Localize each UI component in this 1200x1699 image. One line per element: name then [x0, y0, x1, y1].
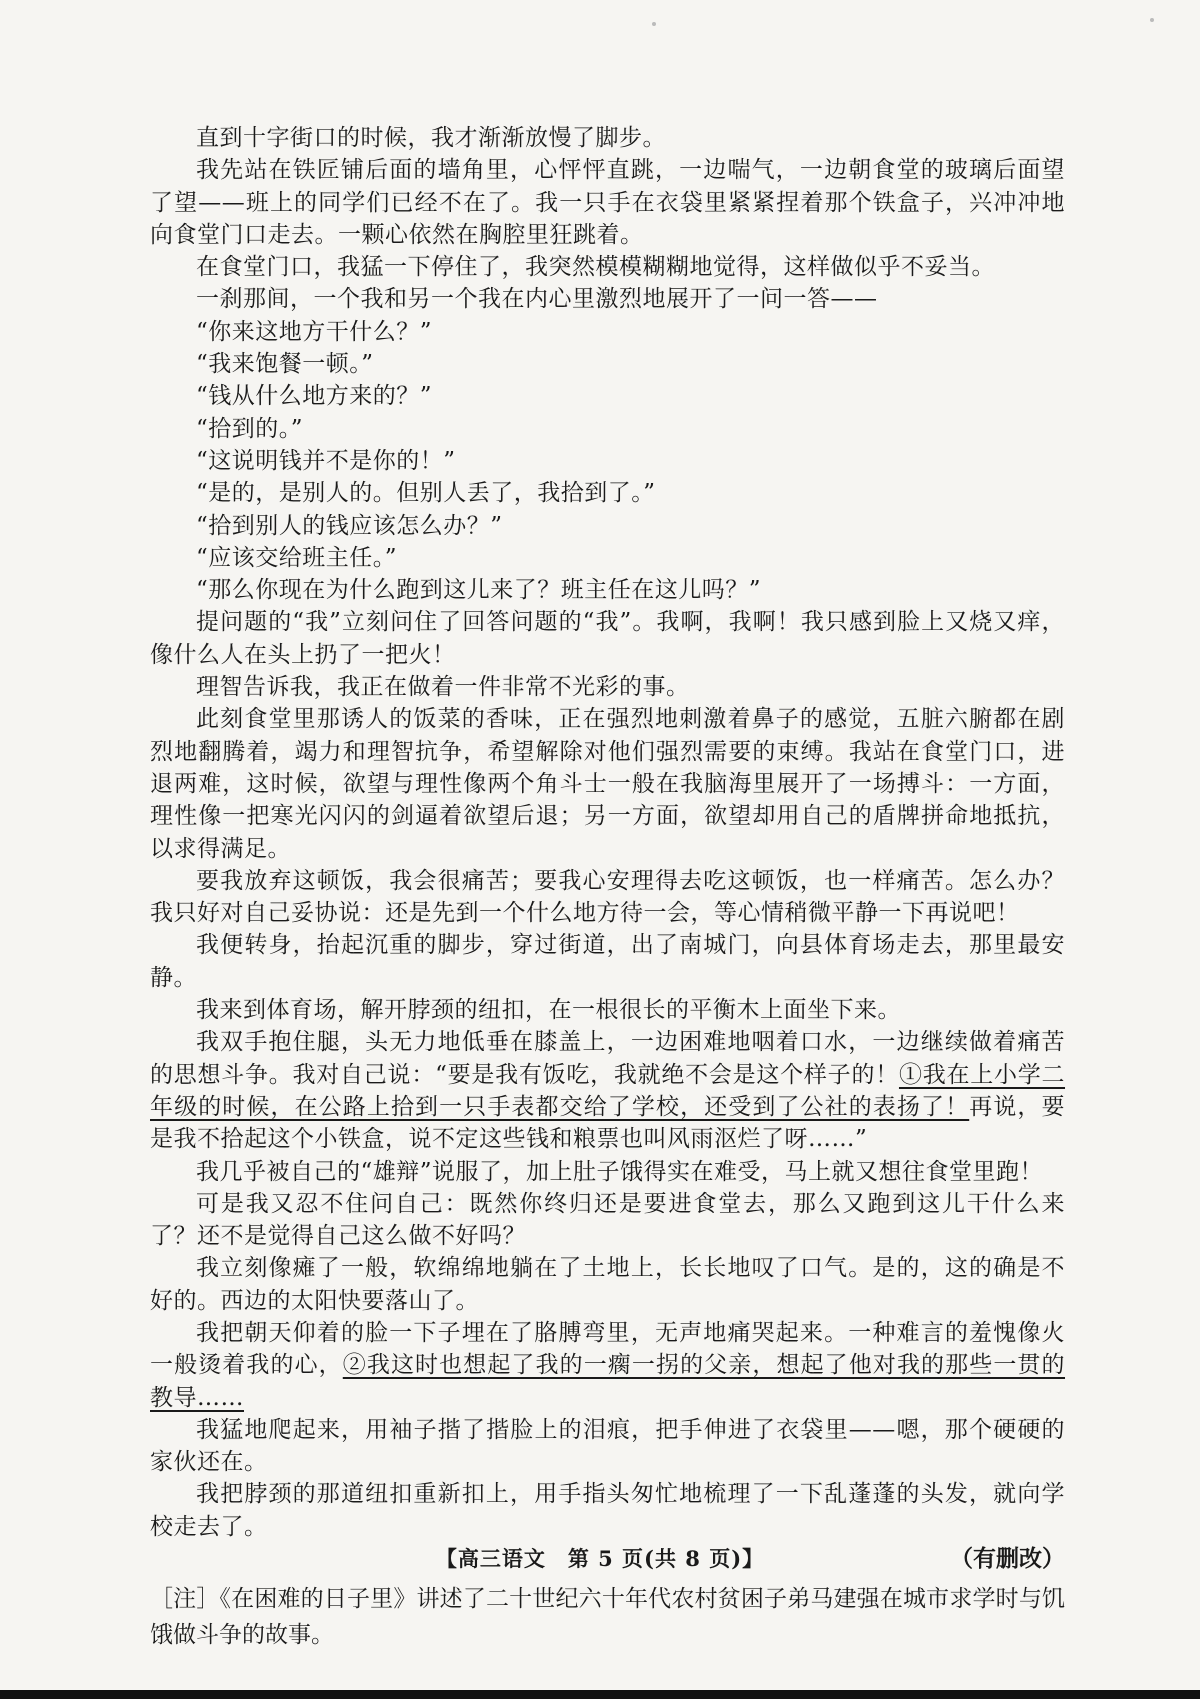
dialogue-line: “我来饱餐一顿。” — [196, 351, 374, 378]
paragraph: 我来到体育场，解开脖颈的纽扣，在一根很长的平衡木上面坐下来。 — [196, 997, 901, 1024]
underlined-sentence-2: ②我这时也想起了我的一瘸一拐的父亲，想起了他对我的那些一贯的教导…… — [150, 1352, 1066, 1411]
paragraph: 理智告诉我，我正在做着一件非常不光彩的事。 — [196, 674, 690, 701]
scan-speck — [652, 22, 656, 26]
paragraph: 我先站在铁匠铺后面的墙角里，心怦怦直跳，一边喘气，一边朝食堂的玻璃后面望了望——班上的同学们已经不在了。我一只手在衣袋里紧紧捏着那个铁盒子，兴冲冲地向食堂门口走去。一颗心依然在胸腔里狂跳着。 — [150, 157, 1065, 248]
paragraph: 一刹那间，一个我和另一个我在内心里激烈地展开了一问一答—— — [196, 286, 878, 313]
text-segment: 我把朝天仰着的脸一下子埋在了胳膊弯里，无声地痛哭起来。一种难言的羞愧像火一般烫着我的心， — [150, 1319, 1065, 1379]
paragraph: 提问题的“我”立刻问住了回答问题的“我”。我啊，我啊！我只感到脸上又烧又痒，像什么人在头上扔了一把火！ — [150, 609, 1065, 668]
paragraph: 在食堂门口，我猛一下停住了，我突然模模糊糊地觉得，这样做似乎不妥当。 — [196, 254, 995, 281]
dialogue-line: “应该交给班主任。” — [196, 544, 398, 571]
dialogue-line: “钱从什么地方来的？” — [196, 383, 433, 410]
underlined-sentence-1: ①我在上小学二年级的时候，在公路上拾到一只手表都交给了学校，还受到了公社的表扬了！ — [150, 1061, 1066, 1120]
paragraph: 我猛地爬起来，用袖子揩了揩脸上的泪痕，把手伸进了衣袋里——嗯，那个硬硬的家伙还在。 — [150, 1416, 1065, 1476]
scan-edge — [0, 1690, 1200, 1699]
scan-speck — [1150, 18, 1154, 22]
paragraph: 直到十字街口的时候，我才渐渐放慢了脚步。 — [196, 125, 666, 151]
annotation: ［注］《在困难的日子里》讲述了二十世纪六十年代农村贫困子弟马建强在城市求学时与饥饿做斗争的故事。 — [150, 1586, 1065, 1649]
paragraph: 要我放弃这顿饭，我会很痛苦；要我心安理得去吃这顿饭，也一样痛苦。怎么办？我只好对自己妥协说：还是先到一个什么地方待一会，等心情稍微平静一下再说吧！ — [150, 867, 1065, 927]
paragraph: 可是我又忍不住问自己：既然你终归还是要进食堂去，那么又跑到这儿干什么来了？还不是觉得自己这么做不好吗？ — [150, 1190, 1065, 1250]
paragraph-with-underline-1 — [150, 1026, 1065, 1155]
paragraph: 我几乎被自己的“雄辩”说服了，加上肚子饿得实在难受，马上就又想往食堂里跑！ — [196, 1158, 1044, 1185]
paragraph-with-underline-2 — [150, 1317, 1065, 1414]
source-note: （有删改） — [950, 1545, 1065, 1573]
dialogue-line: “拾到别人的钱应该怎么办？” — [196, 512, 503, 539]
paragraph: 我立刻像瘫了一般，软绵绵地躺在了土地上，长长地叹了口气。是的，这的确是不好的。西边的太阳快要落山了。 — [150, 1255, 1065, 1314]
dialogue-line: “拾到的。” — [196, 415, 304, 442]
dialogue-line: “是的，是别人的。但别人丢了，我拾到了。” — [196, 480, 656, 507]
text-segment: 我双手抱住腿，头无力地低垂在膝盖上，一边困难地咽着口水，一边继续做着痛苦的思想斗争。我对自己说：“要是我有饭吃，我就绝不会是这个样子的！ — [150, 1029, 1065, 1088]
page-footer: 【高三语文 第 5 页(共 8 页)】 — [435, 1546, 765, 1571]
dialogue-line: “那么你现在为什么跑到这儿来了？班主任在这儿吗？” — [196, 577, 762, 604]
dialogue-line: “这说明钱并不是你的！” — [196, 447, 456, 474]
text-segment: 再说，要是我不拾起这个小铁盒，说不定这些钱和粮票也叫风雨沤烂了呀……” — [150, 1093, 1066, 1153]
paragraph: 此刻食堂里那诱人的饭菜的香味，正在强烈地刺激着鼻子的感觉，五脏六腑都在剧烈地翻腾着，竭力和理智抗争，希望解除对他们强烈需要的束缚。我站在食堂门口，进退两难，这时候，欲望与理性像两个角斗士一般在我脑海里展开了一场搏斗：一方面，理性像一把寒光闪闪的剑逼着欲望后退；另一方面，欲望却用自己的盾牌拼命地抵抗，以求得满足。 — [150, 706, 1065, 862]
paragraph: 我把脖颈的那道纽扣重新扣上，用手指头匆忙地梳理了一下乱蓬蓬的头发，就向学校走去了。 — [150, 1481, 1065, 1540]
dialogue-line: “你来这地方干什么？” — [196, 318, 433, 345]
passage-body — [150, 122, 1065, 1653]
paragraph: 我便转身，抬起沉重的脚步，穿过街道，出了南城门，向县体育场走去，那里最安静。 — [150, 932, 1065, 991]
